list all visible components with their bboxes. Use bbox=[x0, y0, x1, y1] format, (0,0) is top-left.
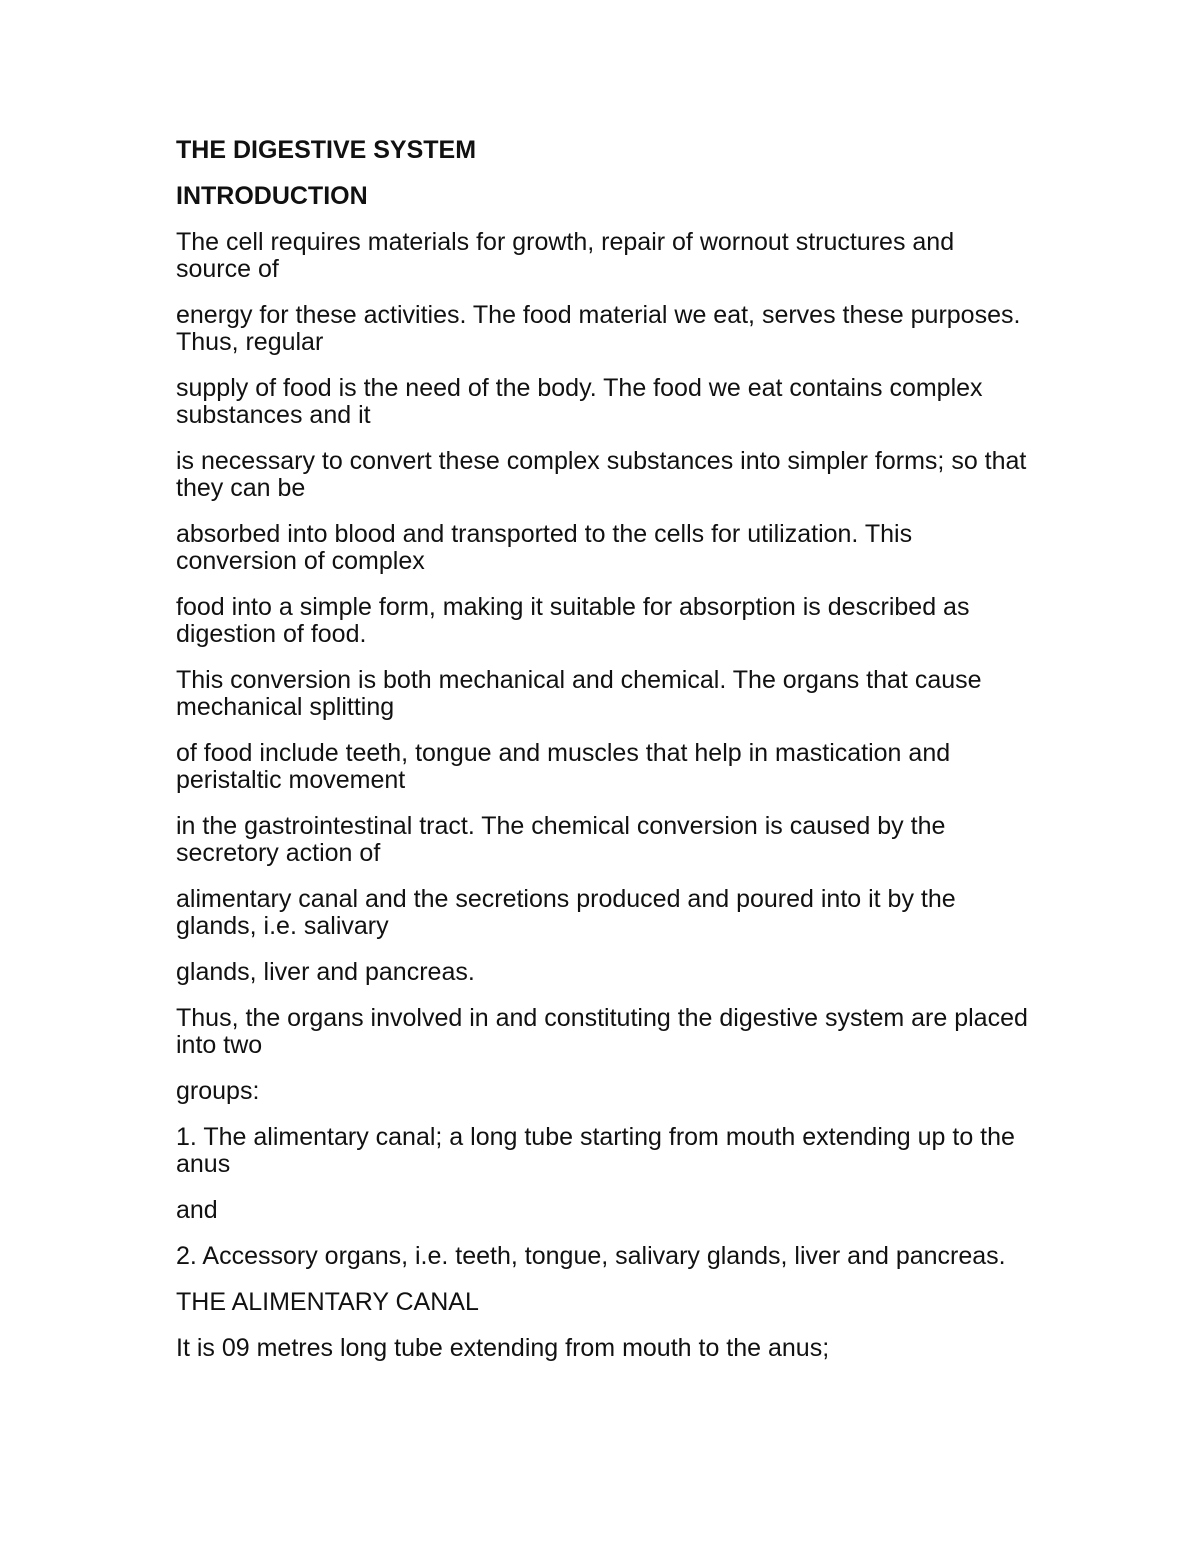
document-body bbox=[176, 137, 1036, 1381]
paragraph: alimentary canal and the secretions produced and poured into it by the glands, i.e. salivary bbox=[176, 885, 956, 940]
paragraph: It is 09 metres long tube extending from mouth to the anus; bbox=[176, 1334, 830, 1362]
paragraph: energy for these activities. The food material we eat, serves these purposes. Thus, regular bbox=[176, 301, 1021, 356]
paragraph: glands, liver and pancreas. bbox=[176, 958, 475, 986]
paragraph: absorbed into blood and transported to the cells for utilization. This conversion of complex bbox=[176, 520, 913, 575]
paragraph: supply of food is the need of the body. The food we eat contains complex substances and it bbox=[176, 374, 983, 429]
section-heading: THE ALIMENTARY CANAL bbox=[176, 1288, 479, 1316]
paragraph: and bbox=[176, 1196, 218, 1224]
list-item: 1. The alimentary canal; a long tube starting from mouth extending up to the anus bbox=[176, 1123, 1015, 1178]
paragraph: of food include teeth, tongue and muscles that help in mastication and peristaltic movement bbox=[176, 739, 951, 794]
document-title: THE DIGESTIVE SYSTEM bbox=[176, 136, 477, 164]
paragraph: food into a simple form, making it suitable for absorption is described as digestion of food. bbox=[176, 593, 970, 648]
paragraph: is necessary to convert these complex substances into simpler forms; so that they can be bbox=[176, 447, 1027, 502]
paragraph: This conversion is both mechanical and chemical. The organs that cause mechanical splitting bbox=[176, 666, 982, 721]
paragraph: groups: bbox=[176, 1077, 260, 1105]
document-subtitle: INTRODUCTION bbox=[176, 182, 368, 210]
paragraph: in the gastrointestinal tract. The chemical conversion is caused by the secretory action of bbox=[176, 812, 946, 867]
paragraph: Thus, the organs involved in and constituting the digestive system are placed into two bbox=[176, 1004, 1028, 1059]
list-item: 2. Accessory organs, i.e. teeth, tongue, salivary glands, liver and pancreas. bbox=[176, 1242, 1006, 1270]
paragraph: The cell requires materials for growth, repair of wornout structures and source of bbox=[176, 228, 955, 283]
